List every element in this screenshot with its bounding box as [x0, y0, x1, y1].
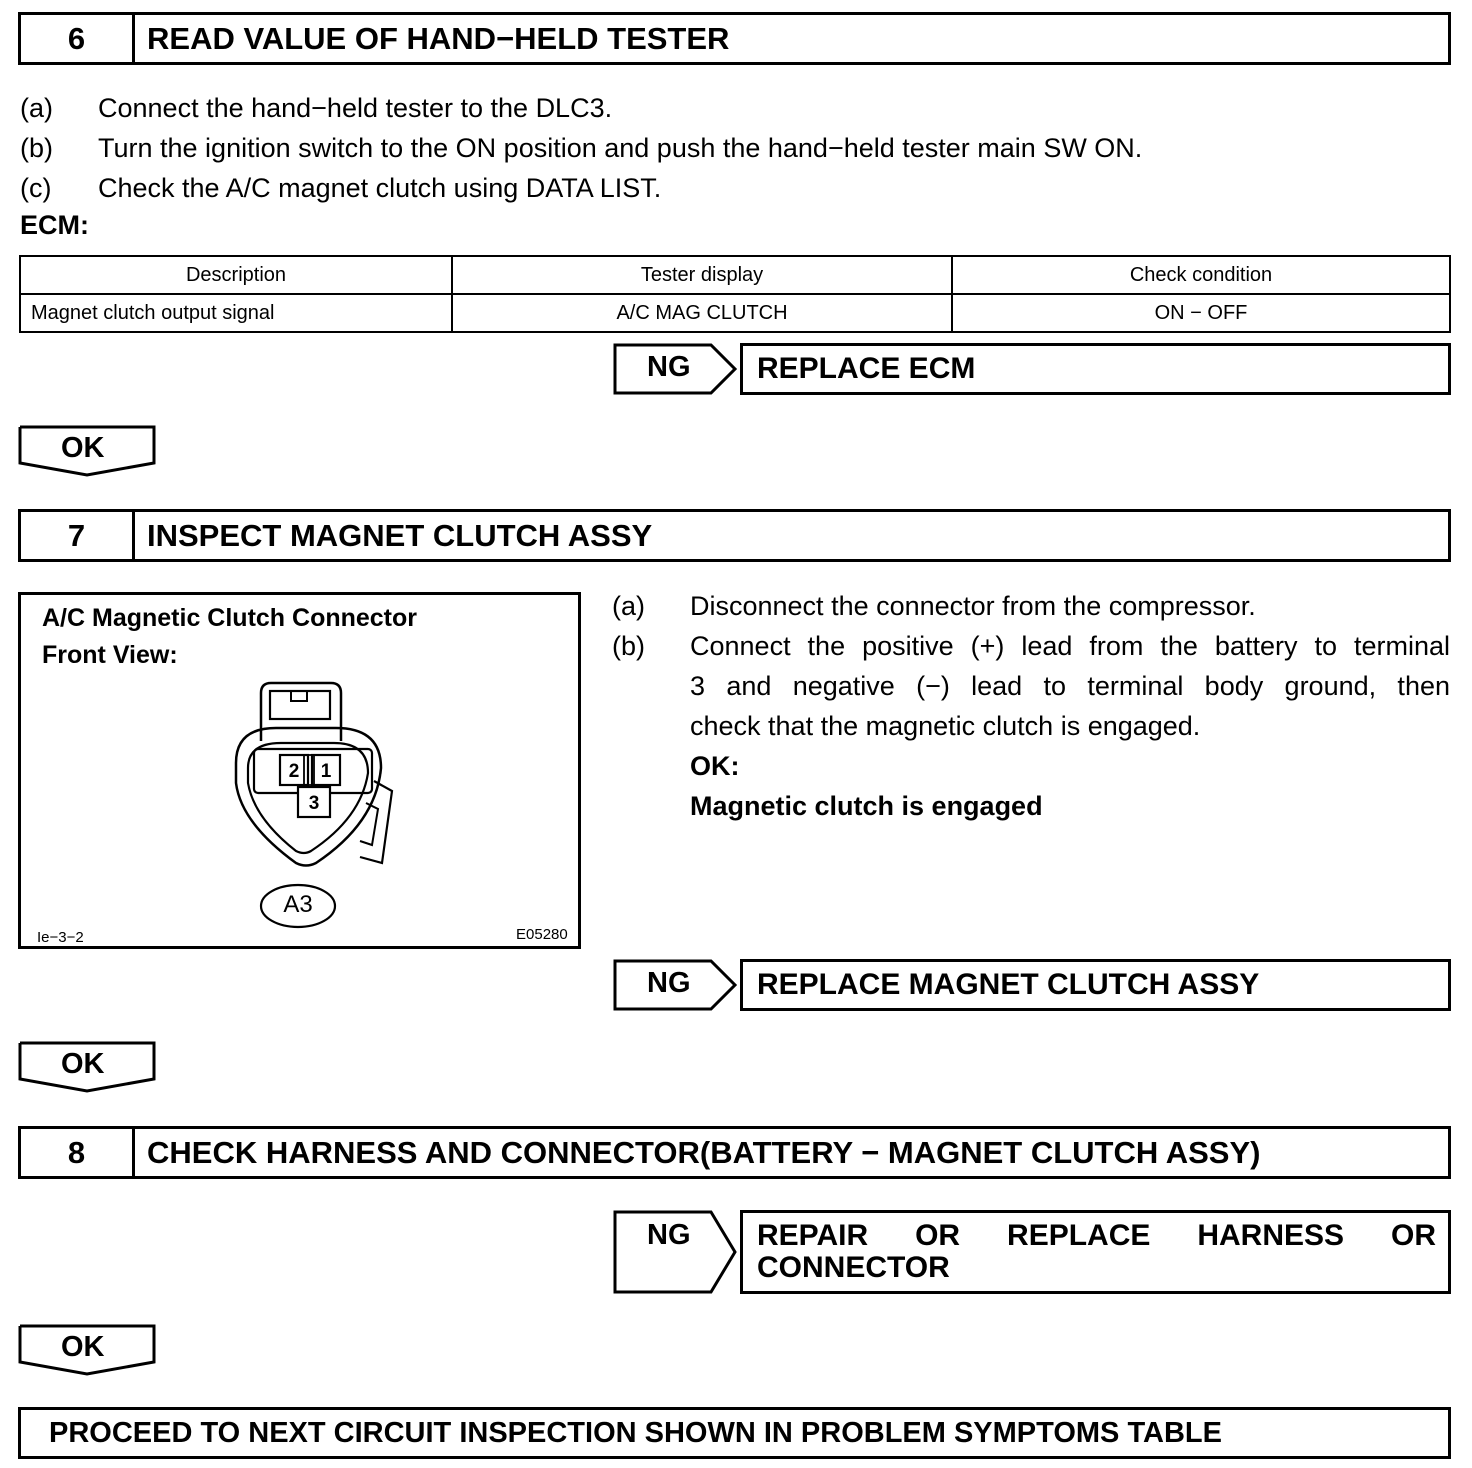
pin-label: 3 — [308, 793, 320, 814]
instruction-label: (a) — [20, 93, 53, 123]
step6-ng-label: NG — [647, 351, 691, 383]
step7-spec-label: OK: — [690, 751, 740, 781]
table-cell: A/C MAG CLUTCH — [452, 294, 952, 332]
step8-title: CHECK HARNESS AND CONNECTOR(BATTERY − MAGNET CLUTCH ASSY) — [147, 1134, 1261, 1170]
instruction-text: Disconnect the connector from the compressor. — [690, 591, 1256, 621]
final-instruction-box: PROCEED TO NEXT CIRCUIT INSPECTION SHOWN IN PROBLEM SYMPTOMS TABLE — [18, 1407, 1451, 1459]
instruction-text: Connect the hand−held tester to the DLC3. — [98, 93, 613, 123]
figure-ref-left: Ie−3−2 — [37, 929, 84, 946]
figure-ref-right: E05280 — [516, 926, 568, 943]
action-word: HARNESS — [1197, 1219, 1345, 1252]
ecm-table-label: ECM: — [20, 210, 89, 240]
action-word: OR — [915, 1219, 961, 1252]
table-header-cell: Check condition — [952, 256, 1450, 294]
step7-instruction-a — [612, 586, 1452, 626]
table-row — [20, 294, 1450, 332]
instruction-text: Turn the ignition switch to the ON position and push the hand−held tester main SW ON. — [98, 133, 1143, 163]
instruction-line: 3 and negative (−) lead to terminal body ground, then — [690, 671, 1450, 701]
table-header-row — [20, 256, 1450, 294]
pin-label: 2 — [288, 761, 300, 782]
step6-header — [18, 12, 1451, 65]
instruction-label: (b) — [612, 631, 645, 661]
step6-instruction-b — [20, 128, 1420, 168]
step7-header — [18, 509, 1451, 562]
step6-ok-label: OK — [61, 432, 105, 464]
step8-ng-label: NG — [647, 1219, 691, 1251]
instruction-line: Connect the positive (+) lead from the battery to terminal — [690, 631, 1450, 661]
action-word: OR — [1391, 1219, 1436, 1252]
instruction-label: (b) — [20, 133, 53, 163]
instruction-label: (c) — [20, 173, 52, 203]
table-header-cell: Description — [20, 256, 452, 294]
instruction-text: Check the A/C magnet clutch using DATA LIST. — [98, 173, 662, 203]
figure-subtitle: Front View: — [42, 641, 178, 669]
instruction-label: (a) — [612, 591, 645, 621]
step7-title: INSPECT MAGNET CLUTCH ASSY — [147, 517, 653, 553]
step7-ok-label: OK — [61, 1048, 105, 1080]
step7-instruction-b — [612, 626, 1452, 746]
ecm-data-table — [19, 255, 1451, 333]
step8-ng-action — [740, 1210, 1451, 1294]
step8-number: 8 — [21, 1129, 135, 1176]
table-header-cell: Tester display — [452, 256, 952, 294]
table-cell: Magnet clutch output signal — [20, 294, 452, 332]
connector-figure — [18, 592, 581, 949]
connector-diagram — [216, 673, 406, 873]
step8-header — [18, 1126, 1451, 1179]
connector-code: A3 — [283, 891, 313, 918]
step8-ok-label: OK — [61, 1331, 105, 1363]
step7-ng-action: REPLACE MAGNET CLUTCH ASSY — [740, 959, 1451, 1011]
action-word: REPLACE — [1007, 1219, 1151, 1252]
step7-spec-value: Magnetic clutch is engaged — [690, 791, 1043, 821]
step7-ng-label: NG — [647, 967, 691, 999]
action-line-2: CONNECTOR — [757, 1251, 950, 1284]
step6-instruction-c — [20, 168, 1420, 208]
step7-number: 7 — [21, 512, 135, 559]
step6-number: 6 — [21, 15, 135, 62]
action-line-1 — [757, 1219, 1436, 1253]
action-word: REPAIR — [757, 1219, 869, 1252]
instruction-line: check that the magnetic clutch is engaged. — [690, 711, 1201, 741]
figure-title: A/C Magnetic Clutch Connector — [42, 604, 418, 632]
step6-instruction-a — [20, 88, 1420, 128]
step6-title: READ VALUE OF HAND−HELD TESTER — [147, 20, 730, 56]
pin-label: 1 — [320, 761, 332, 782]
table-cell: ON − OFF — [952, 294, 1450, 332]
step6-ng-action: REPLACE ECM — [740, 343, 1451, 395]
